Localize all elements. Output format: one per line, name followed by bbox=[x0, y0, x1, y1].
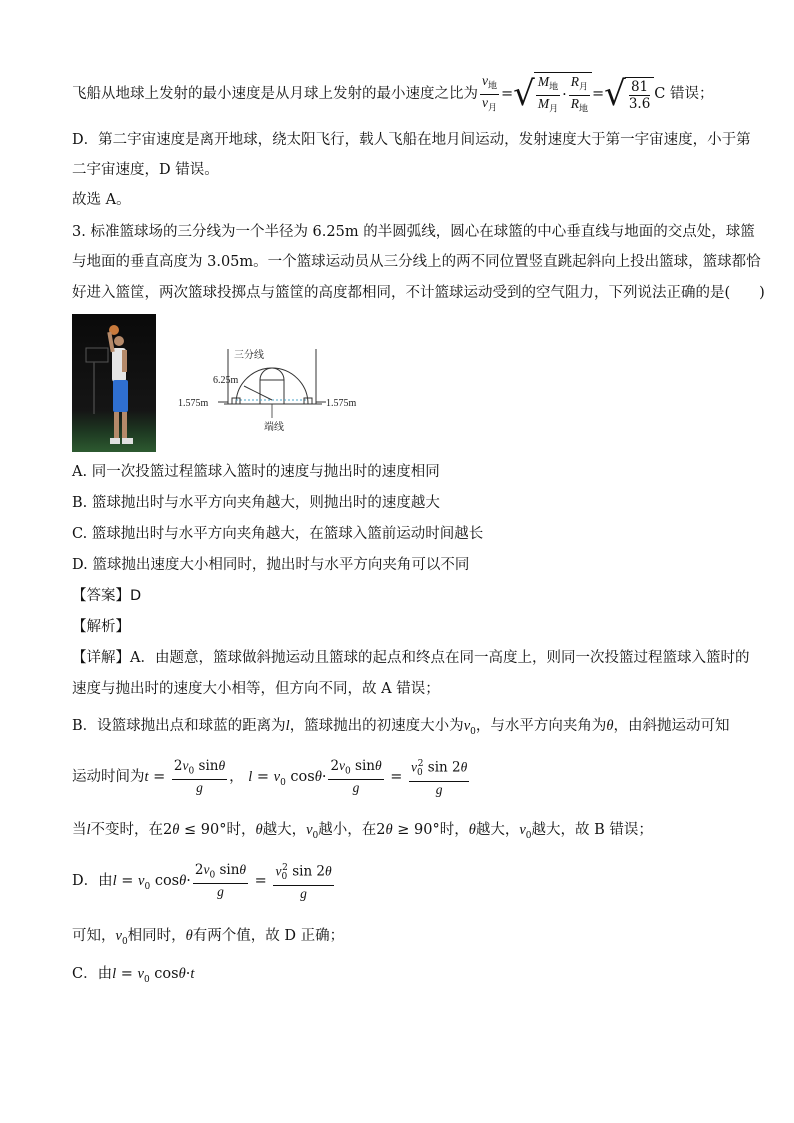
paragraph-d-line2: 二宇宙速度，D 错误。 bbox=[72, 162, 219, 178]
player-icon bbox=[72, 314, 156, 452]
choose-line: 故选 A。 bbox=[72, 192, 131, 208]
detail-line2: 速度与抛出时的速度大小相等，但方向不同，故 A 错误； bbox=[72, 681, 440, 697]
detail-line1: 【详解】A．由题意，篮球做斜抛运动且篮球的起点和终点在同一高度上，则同一次投篮过程篮球入篮时的 bbox=[72, 650, 750, 666]
analysis-title: 【解析】 bbox=[72, 619, 130, 635]
label-left-width: 1.575m bbox=[178, 398, 209, 409]
b-conclusion: 当l不变时，在2θ ≤ 90°时，θ越大，$v_0$越小，在2θ ≥ 90°时，θ越大，$v_0$越大，故 B 错误； bbox=[72, 822, 653, 841]
label-three-point: 三分线 bbox=[234, 350, 264, 361]
line-speed-ratio: 飞船从地球上发射的最小速度是从月球上发射的最小速度之比为 $\frac{v_地}{v_月}$ = √ $\frac{M_地}{M_月}$ · $\frac{R_月}{R_地}$ = √ $\frac{81}{3.6}$ C 错误； bbox=[72, 72, 714, 116]
option-c: C. 篮球抛出时与水平方向夹角越大，在篮球入篮前运动时间越长 bbox=[72, 526, 484, 542]
player-photo bbox=[72, 314, 156, 452]
label-right-width: 1.575m bbox=[326, 398, 357, 409]
paragraph-d-line1: D．第二宇宙速度是离开地球，绕太阳飞行，载人飞船在地月间运动，发射速度大于第一宇宙速度，小于第 bbox=[72, 132, 751, 148]
option-a: A. 同一次投篮过程篮球入篮时的速度与抛出时的速度相同 bbox=[72, 464, 440, 480]
d-conclusion: 可知，$v_0$相同时，θ有两个值，故 D 正确； bbox=[72, 928, 345, 947]
b-setup-line: B．设篮球抛出点和球蓝的距离为l，篮球抛出的初速度大小为$v_0$，与水平方向夹角为θ，由斜抛运动可知 bbox=[72, 718, 730, 737]
d-formula: D．由$l = v_0$ cosθ· $\frac{2v_0 \sin\theta}{g}$ = $\frac{v_0^2 \sin 2\theta}{g}$ bbox=[72, 861, 332, 902]
c-formula: C．由$l = v_0$ cosθ·t bbox=[72, 966, 195, 985]
option-d: D. 篮球抛出速度大小相同时，抛出时与水平方向夹角可以不同 bbox=[72, 557, 470, 573]
sqrt-expression: √ $\frac{M_地}{M_月}$ · $\frac{R_月}{R_地}$ bbox=[513, 72, 592, 116]
answer-line: 【答案】D bbox=[72, 588, 142, 604]
question3-line3: 好进入篮筐，两次篮球投掷点与篮筐的高度都相同，不计篮球运动受到的空气阻力，下列说法正确的是( ) bbox=[72, 285, 765, 301]
label-end-line: 端线 bbox=[264, 422, 284, 433]
b-time-formula: 运动时间为t = $\frac{2v_0 \sin\theta}{g}$ ， $l = v_0$ cosθ· $\frac{2v_0 \sin\theta}{g}$ = $\frac{v_0^2 \sin 2\theta}{g}$ bbox=[72, 757, 468, 798]
court-diagram bbox=[176, 346, 366, 446]
label-radius: 6.25m bbox=[213, 375, 239, 386]
ratio-v: $\frac{v_地}{v_月}$ bbox=[482, 73, 498, 113]
question3-line1: 3. 标准篮球场的三分线为一个半径为 6.25m 的半圆弧线，圆心在球篮的中心垂直线与地面的交点处，球篮 bbox=[72, 224, 755, 240]
option-b: B. 篮球抛出时与水平方向夹角越大，则抛出时的速度越大 bbox=[72, 495, 440, 511]
sqrt-number: √ $\frac{81}{3.6}$ bbox=[604, 77, 654, 112]
question3-line2: 与地面的垂直高度为 3.05m。一个篮球运动员从三分线上的两不同位置竖直跳起斜向上投出篮球，篮球都恰 bbox=[72, 254, 761, 270]
